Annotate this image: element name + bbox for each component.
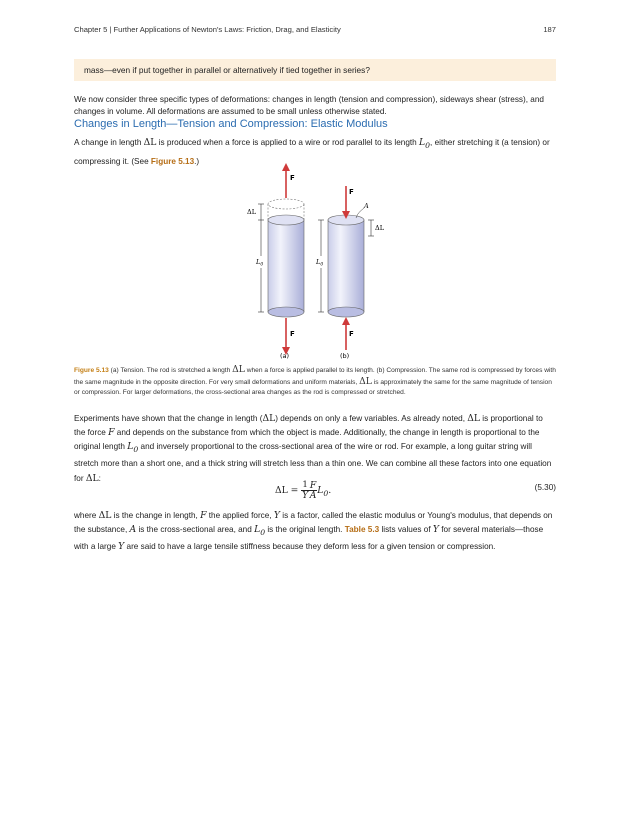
math: ΔL — [98, 510, 112, 521]
frac-num: 1 — [302, 480, 308, 490]
math: ΔL — [359, 375, 372, 387]
math-sub: 0 — [323, 488, 329, 498]
text: is the original length. — [267, 525, 343, 535]
length-var: L — [316, 258, 321, 266]
math: ΔL — [85, 472, 99, 484]
area-label: A — [364, 202, 369, 210]
rod-a-body — [268, 220, 304, 312]
math: Y — [118, 541, 125, 553]
text: , either stretching it (a tension) or compressing it. (See — [74, 138, 550, 166]
math-var: L — [317, 485, 324, 496]
text: are said to have a large tensile stiffness because they deform less for a given tension or compression. — [126, 542, 496, 552]
fraction — [301, 481, 308, 500]
section-heading: Changes in Length—Tension and Compression: Elastic Modulus — [74, 118, 388, 130]
text: ) depends on only a few variables. As already noted, — [275, 414, 465, 423]
math-sub: 0 — [425, 140, 431, 150]
text: and inversely proportional to the cross-sectional area of the wire or rod. For example, a long guitar string will stretch more than a short one, and a thick string will stretch less than a thin one. We can combine all these factors into one equation for — [74, 442, 552, 483]
math — [419, 137, 430, 148]
math: Y — [432, 524, 439, 536]
rod-a — [247, 163, 304, 360]
frac-den: A — [309, 490, 317, 501]
math: ΔL — [143, 137, 157, 148]
length-sub: 0 — [260, 262, 264, 268]
callout-box — [74, 59, 556, 81]
force-label: F — [290, 330, 295, 338]
math-sub: 0 — [260, 528, 266, 538]
math: A — [129, 524, 137, 536]
delta-label: ΔL — [247, 208, 257, 216]
paragraph-2 — [74, 412, 556, 486]
text: is the cross-sectional area, and — [138, 525, 252, 535]
text: (a) Tension. The rod is stretched a length — [110, 367, 231, 374]
frac-num: F — [309, 480, 317, 491]
math-sub: 0 — [133, 445, 139, 455]
text: is proportional to the force — [74, 414, 543, 438]
text: is produced when a force is applied to a wire or rod parallel to its length — [158, 138, 417, 147]
rod-a-original-top — [268, 199, 304, 209]
rod-figure — [230, 158, 410, 363]
eq-rhs — [317, 485, 328, 496]
text: and depends on the substance from which the object is made. Additionally, the change in length is proportional to the original length — [74, 428, 540, 452]
math: ΔL — [467, 413, 481, 424]
rod-b — [315, 186, 385, 360]
math — [254, 524, 266, 538]
label-b: (b) — [340, 352, 350, 360]
equation-5-30 — [275, 481, 331, 500]
intro-paragraph: We now consider three specific types of deformations: changes in length (tension and compression), sideways shear (stress), and changes in volume. All deformations are assumed to be small unless otherwise stated. — [74, 95, 544, 116]
math: ΔL — [232, 364, 245, 375]
text: is the change in length, — [113, 511, 198, 520]
text: .) — [194, 156, 200, 166]
text: is approximately the same for the same magnitude of tension or compression. For larger deformations, the cross-sectional area changes as the rod is compressed or stretched. — [74, 378, 552, 396]
delta-label: ΔL — [375, 224, 385, 232]
rod-a-top — [268, 215, 304, 225]
text: when a force is applied parallel to its length. (b) Compression. The same rod is compressed by forces with the same magnitude in the opposite direction. For very small deformations and uniform materials, — [74, 367, 556, 386]
force-arrowhead — [282, 163, 290, 171]
text: : — [98, 473, 101, 483]
math: ΔL — [262, 413, 276, 424]
fraction — [309, 481, 317, 500]
math — [127, 441, 139, 455]
force-label: F — [349, 330, 354, 338]
rod-b-body — [328, 220, 364, 312]
rod-b-bottom — [328, 307, 364, 317]
callout-text: mass—even if put together in parallel or alternatively if tied together in series? — [84, 65, 370, 75]
frac-den: Y — [302, 490, 309, 501]
math: F — [200, 510, 207, 521]
math: F — [108, 427, 115, 439]
caption-label: Figure 5.13 — [74, 367, 109, 374]
eq-end: . — [328, 485, 332, 496]
text: is a factor, called the elastic modulus or Young's modulus, that depends on the substance, — [74, 511, 553, 535]
label-a: (a) — [280, 352, 290, 360]
force-arrowhead — [342, 317, 350, 325]
math-var: L — [254, 524, 261, 536]
text: for several materials—those with a large — [74, 525, 544, 552]
force-label: F — [349, 188, 354, 196]
page-number: 187 — [543, 25, 556, 34]
length-sub: 0 — [320, 262, 324, 268]
table-link[interactable]: Table 5.3 — [344, 525, 380, 535]
text: Experiments have shown that the change in length ( — [74, 414, 263, 423]
force-label: F — [290, 174, 295, 182]
math: Y — [273, 510, 280, 521]
text: where — [74, 511, 97, 520]
paragraph-3 — [74, 509, 556, 554]
text: the applied force, — [208, 511, 272, 520]
math-var: L — [127, 441, 134, 453]
equation-number: (5.30) — [534, 483, 556, 492]
text: A change in length — [74, 138, 142, 147]
figure-caption — [74, 365, 556, 399]
length-var: L — [256, 258, 261, 266]
figure-link[interactable]: Figure 5.13 — [150, 156, 195, 166]
chapter-title: Chapter 5 | Further Applications of Newton's Laws: Friction, Drag, and Elasticity — [74, 25, 341, 34]
eq-lhs: ΔL = — [275, 485, 299, 496]
rod-a-bottom — [268, 307, 304, 317]
math-var: L — [419, 137, 426, 148]
text: lists values of — [381, 525, 431, 535]
